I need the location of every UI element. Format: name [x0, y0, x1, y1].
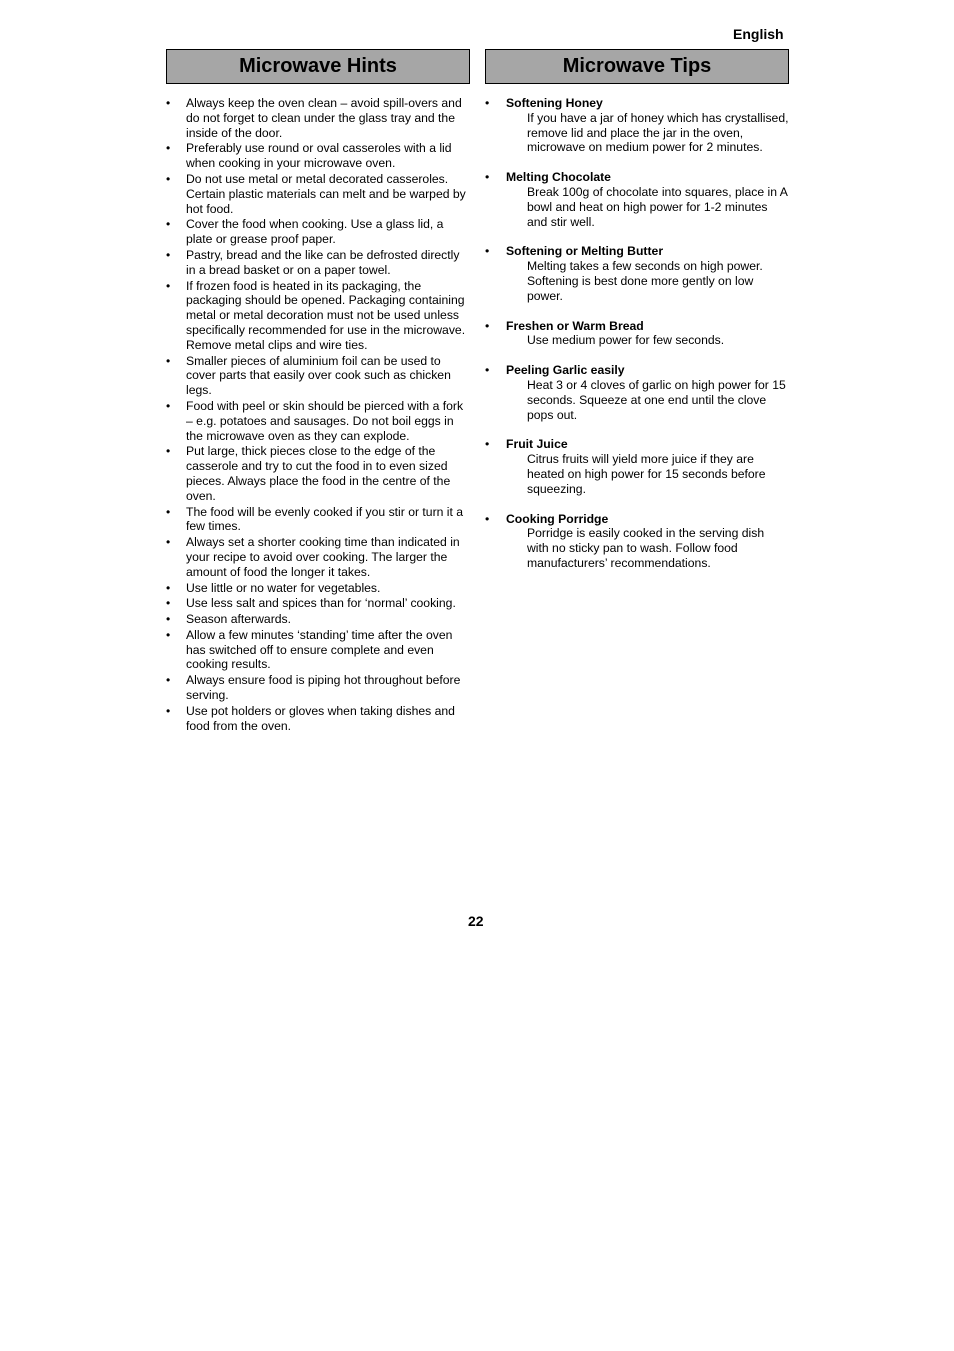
hint-item: • Use less salt and spices than for ‘normal’ cooking. [166, 596, 470, 611]
tip-title: Melting Chocolate [506, 170, 611, 185]
hint-item: • Cover the food when cooking. Use a glass lid, a plate or grease proof paper. [166, 217, 470, 247]
bullet-icon: • [485, 511, 490, 526]
tip-body: Break 100g of chocolate into squares, place in A bowl and heat on high power for 1-2 minutes and stir well. [527, 184, 788, 229]
tips-list [485, 96, 789, 571]
hint-item: • Preferably use round or oval casseroles with a lid when cooking in your microwave oven. [166, 141, 470, 171]
hint-item: • Season afterwards. [166, 612, 470, 627]
bullet-icon: • [485, 244, 490, 259]
tip-item [485, 244, 789, 303]
tip-item [485, 96, 789, 155]
tip-body: Citrus fruits will yield more juice if they are heated on high power for 15 seconds before squeezing. [527, 452, 766, 496]
bullet-icon: • [485, 170, 490, 185]
hint-item: • Allow a few minutes ‘standing’ time after the oven has switched off to ensure complete and even cooking results. [166, 628, 470, 672]
hint-item: • Put large, thick pieces close to the edge of the casserole and try to cut the food in to even sized pieces. Always place the food in the centre of the oven. [166, 444, 470, 503]
tip-body: Use medium power for few seconds. [527, 333, 725, 348]
hint-item: • Always ensure food is piping hot throughout before serving. [166, 673, 470, 703]
bullet-icon: • [485, 96, 490, 110]
tip-item [485, 363, 789, 422]
tip-title: Fruit Juice [506, 437, 568, 452]
tips-column [485, 49, 789, 586]
bullet-icon: • [485, 363, 490, 378]
tip-item [485, 512, 789, 571]
tip-item [485, 437, 789, 496]
bullet-icon: • [485, 437, 490, 452]
hints-title: Microwave Hints [166, 49, 470, 84]
hint-item: • Smaller pieces of aluminium foil can be used to cover parts that easily over cook such as chicken legs. [166, 354, 470, 398]
tip-title: Cooking Porridge [506, 511, 609, 526]
hints-column [166, 49, 470, 734]
tip-body: Melting takes a few seconds on high power. Softening is best done more gently on low power. [527, 259, 763, 303]
tip-title: Softening or Melting Butter [506, 244, 664, 259]
hint-item: • Use pot holders or gloves when taking dishes and food from the oven. [166, 704, 470, 734]
hint-item: • Food with peel or skin should be pierced with a fork – e.g. potatoes and sausages. Do not boil eggs in the microwave oven as they can explode. [166, 399, 470, 443]
bullet-icon: • [485, 318, 490, 333]
hint-item: • The food will be evenly cooked if you stir or turn it a few times. [166, 505, 470, 535]
tip-item [485, 319, 789, 349]
hint-item: • If frozen food is heated in its packaging, the packaging should be opened. Packaging containing metal or metal decoration must not be used unless specifically recommended for use in the microwave. Remove metal clips and wire ties. [166, 279, 470, 353]
tip-body: Porridge is easily cooked in the serving dish with no sticky pan to wash. Follow food manufacturers’ recommendations. [527, 526, 765, 570]
language-label: English [733, 26, 784, 42]
hint-item: • Always set a shorter cooking time than indicated in your recipe to avoid over cooking. The larger the amount of food the longer it takes. [166, 535, 470, 579]
tips-title: Microwave Tips [485, 49, 789, 84]
tip-body: Heat 3 or 4 cloves of garlic on high power for 15 seconds. Squeeze at one end until the clove pops out. [527, 377, 786, 422]
page-number: 22 [468, 913, 484, 929]
hints-list [166, 96, 470, 733]
tip-title: Freshen or Warm Bread [506, 318, 644, 333]
tip-title: Softening Honey [506, 96, 603, 110]
hint-item: • Use little or no water for vegetables. [166, 581, 470, 596]
tip-item [485, 170, 789, 229]
tip-title: Peeling Garlic easily [506, 363, 625, 378]
hint-item: • Do not use metal or metal decorated casseroles. Certain plastic materials can melt and be warped by hot food. [166, 172, 470, 216]
hint-item: • Pastry, bread and the like can be defrosted directly in a bread basket or on a paper towel. [166, 248, 470, 278]
tip-body: If you have a jar of honey which has crystallised, remove lid and place the jar in the oven, microwave on medium power for 2 minutes. [527, 110, 789, 155]
hint-item: • Always keep the oven clean – avoid spill-overs and do not forget to clean under the glass tray and the inside of the door. [166, 96, 470, 140]
